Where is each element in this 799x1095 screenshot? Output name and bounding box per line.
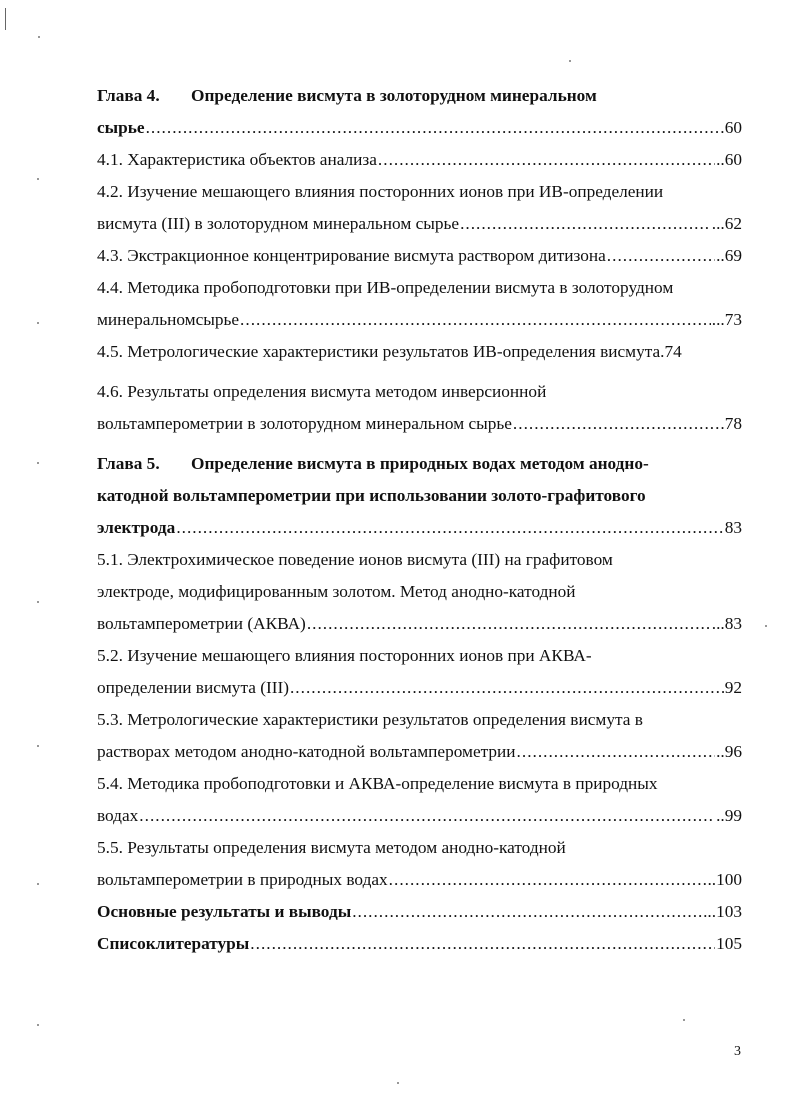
toc-entry-4-2-line1: 4.2. Изучение мешающего влияния посторонних ионов при ИВ-определении (97, 182, 664, 201)
toc-entry-text: Списоклитературы (97, 934, 250, 953)
toc-entry-5-2-line1: 5.2. Изучение мешающего влияния посторонних ионов при АКВА- (97, 646, 592, 665)
scan-speck (37, 462, 39, 464)
scan-speck (37, 178, 39, 180)
page-number: 3 (734, 1044, 741, 1059)
toc-entry-text: 4.1. Характеристика объектов анализа (97, 150, 377, 169)
scan-speck (37, 1024, 39, 1026)
toc-entry-text: висмута (III) в золоторудном минеральном сырье (97, 214, 460, 233)
scan-speck (569, 60, 571, 62)
scan-speck (765, 625, 767, 627)
dot-leader (290, 672, 724, 704)
dot-leader (513, 408, 724, 440)
toc-entry-text: определении висмута (III) (97, 678, 289, 697)
toc-entry-page: ..100 (707, 870, 742, 889)
toc-entry-page: ..69 (716, 246, 742, 265)
toc-entry-4-4 (97, 304, 742, 336)
toc-entry-5-5-line1: 5.5. Результаты определения висмута методом анодно-катодной (97, 838, 566, 857)
table-of-contents (97, 80, 742, 960)
toc-entry-4-3 (97, 240, 742, 272)
dot-leader (460, 208, 711, 240)
dot-leader (517, 736, 716, 768)
toc-entry-text: растворах методом анодно-катодной вольтамперометрии (97, 742, 516, 761)
toc-entry-4-2 (97, 208, 742, 240)
chapter-5-page: 83 (724, 518, 742, 537)
toc-entry-page: ..96 (716, 742, 742, 761)
toc-entry-page: ...62 (711, 214, 742, 233)
toc-entry-text: Основные результаты и выводы (97, 902, 352, 921)
toc-entry-5-4-line1: 5.4. Методика пробоподготовки и АКВА-определение висмута в природных (97, 774, 658, 793)
chapter-5-label: Глава 5. (97, 454, 160, 473)
dot-leader (607, 240, 715, 272)
chapter-5-heading (97, 448, 742, 480)
toc-entry-5-5 (97, 864, 742, 896)
toc-entry-5-1 (97, 608, 742, 640)
chapter-4-heading (97, 80, 742, 112)
chapter-4-label: Глава 4. (97, 86, 160, 105)
toc-entry-page: 92 (724, 678, 742, 697)
scan-speck (683, 1019, 685, 1021)
toc-entry-page: ...103 (703, 902, 742, 921)
chapter-4-title-line1: Определение висмута в золоторудном минеральном (191, 86, 597, 105)
toc-entry-5-3 (97, 736, 742, 768)
dot-leader (250, 928, 715, 960)
toc-entry-page: ..60 (716, 150, 742, 169)
toc-entry-page: ...73 (711, 310, 742, 329)
toc-entry-text: вольтамперометрии (АКВА) (97, 614, 306, 633)
toc-entry-page: .74 (660, 342, 682, 361)
dot-leader (307, 608, 711, 640)
scan-speck (37, 745, 39, 747)
scan-speck (38, 36, 40, 38)
toc-entry-5-1-line2: электроде, модифицированным золотом. Метод анодно-катодной (97, 582, 576, 601)
toc-entry-5-3-line1: 5.3. Метрологические характеристики результатов определения висмута в (97, 710, 643, 729)
toc-entry-text: минеральномсырье (97, 310, 240, 329)
scan-mark (5, 8, 6, 30)
dot-leader (146, 112, 724, 144)
toc-entry-page: 105 (716, 934, 742, 953)
chapter-5-title-line3: электрода (97, 518, 176, 537)
toc-entry-4-1 (97, 144, 742, 176)
toc-entry-4-4-line1: 4.4. Методика пробоподготовки при ИВ-определении висмута в золоторудном (97, 278, 674, 297)
scan-speck (37, 883, 39, 885)
chapter-4-title-line2: сырье (97, 118, 145, 137)
dot-leader (240, 304, 711, 336)
toc-entry-text: 4.3. Экстракционное концентрирование висмута раствором дитизона (97, 246, 606, 265)
toc-entry-text: вольтамперометрии в природных водах (97, 870, 388, 889)
dot-leader (352, 896, 702, 928)
dot-leader (139, 800, 715, 832)
scan-speck (37, 322, 39, 324)
scan-speck (397, 1082, 399, 1084)
chapter-4-page: 60 (724, 118, 742, 137)
toc-entry-results (97, 896, 742, 928)
dot-leader (176, 512, 723, 544)
dot-leader (378, 144, 715, 176)
toc-entry-4-6-line1: 4.6. Результаты определения висмута методом инверсионной (97, 382, 547, 401)
chapter-5-title-line1: Определение висмута в природных водах методом анодно- (191, 454, 649, 473)
dot-leader (389, 864, 707, 896)
toc-entry-text: вольтамперометрии в золоторудном минеральном сырье (97, 414, 512, 433)
chapter-4-heading-end (97, 112, 742, 144)
toc-entry-4-5 (97, 336, 742, 368)
toc-entry-5-2 (97, 672, 742, 704)
toc-entry-page: 78 (724, 414, 742, 433)
chapter-5-heading-end (97, 512, 742, 544)
toc-entry-5-1-line1: 5.1. Электрохимическое поведение ионов висмута (III) на графитовом (97, 550, 613, 569)
toc-entry-4-6 (97, 408, 742, 440)
scan-speck (37, 601, 39, 603)
toc-entry-text: 4.5. Метрологические характеристики результатов ИВ-определения висмута (97, 342, 661, 361)
toc-entry-page: ..99 (716, 806, 742, 825)
chapter-5-title-line2: катодной вольтамперометрии при использовании золото-графитового (97, 486, 646, 505)
toc-entry-5-4 (97, 800, 742, 832)
toc-entry-page: ...83 (711, 614, 742, 633)
toc-entry-references (97, 928, 742, 960)
toc-entry-text: водах (97, 806, 139, 825)
